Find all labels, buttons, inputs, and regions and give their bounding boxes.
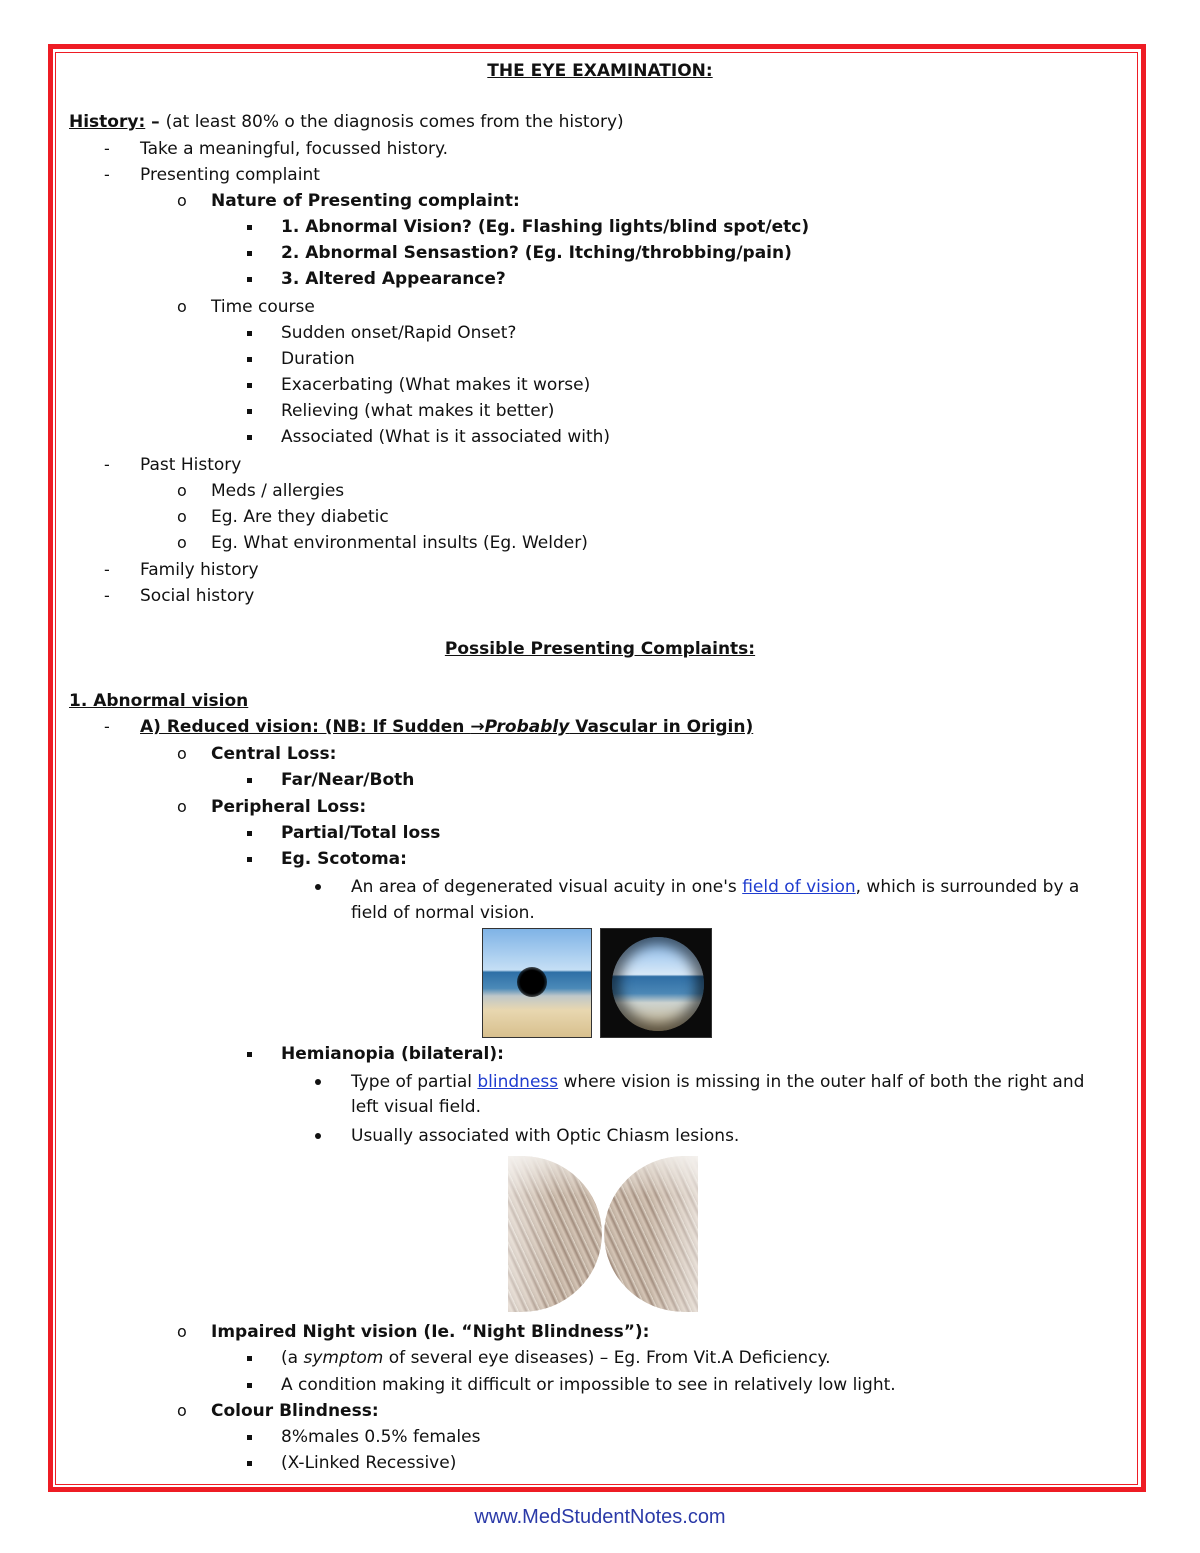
dash-marker: - [104,455,110,474]
night-vision-text-mid: of several eye diseases) – [383,1348,614,1368]
night-vision-item [281,1347,831,1369]
history-label: History: [69,112,146,132]
time-course-item: Relieving (what makes it better) [281,401,555,421]
square-bullet [247,778,252,783]
tunnel-vision-view [612,937,704,1031]
circle-marker: o [177,1322,187,1341]
square-bullet [247,277,252,282]
dash-marker: - [104,139,110,158]
round-bullet [315,884,321,890]
nature-item-3: 3. Altered Appearance? [281,269,506,289]
history-dash: – [145,112,166,132]
time-course-label: Time course [211,297,315,317]
history-item-take: Take a meaningful, focussed history. [140,139,449,159]
page-title: THE EYE EXAMINATION: [487,61,713,81]
round-bullet [315,1133,321,1139]
reduced-vision-origin: Vascular in Origin) [569,717,754,737]
circle-marker: o [177,297,187,316]
abnormal-vision-heading: 1. Abnormal vision [69,691,249,711]
scotoma-blind-spot [517,967,547,997]
history-item-presenting: Presenting complaint [140,165,320,185]
square-bullet [247,1435,252,1440]
circle-marker: o [177,1401,187,1420]
peripheral-loss-item: Partial/Total loss [281,823,441,843]
peripheral-loss-label: Peripheral Loss: [211,797,367,817]
square-bullet [247,251,252,256]
hemianopia-description-cont: left visual field. [351,1097,481,1117]
colour-blindness-item: (X-Linked Recessive) [281,1453,457,1473]
tunnel-vision-beach-image [600,928,712,1038]
square-bullet [247,831,252,836]
social-history-label: Social history [140,586,255,606]
hemianopia-left-field-image [508,1156,602,1312]
nature-item-1: 1. Abnormal Vision? (Eg. Flashing lights/blind spot/etc) [281,217,810,237]
dash-marker: - [104,560,110,579]
scotoma-text-end: , which is surrounded by a [855,877,1080,897]
time-course-item: Duration [281,349,355,369]
hemianopia-association: Usually associated with Optic Chiasm lesions. [351,1126,740,1146]
complaints-heading: Possible Presenting Complaints: [444,639,756,659]
circle-marker: o [177,744,187,763]
circle-marker: o [177,191,187,210]
square-bullet [247,1052,252,1057]
time-course-item: Sudden onset/Rapid Onset? [281,323,517,343]
hemianopia-text: Type of partial [351,1072,478,1092]
hemianopia-label: Hemianopia (bilateral): [281,1044,504,1064]
reduced-vision-probably: Probably [484,717,570,737]
night-vision-cause: Eg. From Vit.A Deficiency. [613,1348,831,1368]
night-vision-text: (a [281,1348,304,1368]
time-course-item: Associated (What is it associated with) [281,427,611,447]
scotoma-label: Eg. Scotoma: [281,849,407,869]
circle-marker: o [177,797,187,816]
colour-blindness-label: Colour Blindness: [211,1401,379,1421]
square-bullet [247,1461,252,1466]
square-bullet [247,225,252,230]
square-bullet [247,857,252,862]
past-history-label: Past History [140,455,242,475]
reduced-vision-text: A) Reduced vision: (NB: If Sudden [140,717,471,737]
dash-marker: - [104,165,110,184]
past-history-item: Eg. What environmental insults (Eg. Welder) [211,533,588,553]
history-line [69,111,624,133]
hemianopia-right-field-image [604,1156,698,1312]
past-history-item: Meds / allergies [211,481,345,501]
nature-label: Nature of Presenting complaint: [211,191,520,211]
past-history-item: Eg. Are they diabetic [211,507,389,527]
field-of-vision-link[interactable]: field of vision [742,877,856,897]
night-vision-symptom: symptom [303,1348,384,1368]
hemianopia-text-end: where vision is missing in the outer half of both the right and [558,1072,1085,1092]
square-bullet [247,331,252,336]
family-history-label: Family history [140,560,259,580]
scotoma-description [351,876,1079,898]
colour-blindness-item: 8%males 0.5% females [281,1427,481,1447]
square-bullet [247,409,252,414]
central-loss-item: Far/Near/Both [281,770,415,790]
circle-marker: o [177,507,187,526]
central-loss-label: Central Loss: [211,744,337,764]
square-bullet [247,357,252,362]
night-vision-label: Impaired Night vision (Ie. “Night Blindness”): [211,1322,650,1342]
square-bullet [247,1383,252,1388]
circle-marker: o [177,481,187,500]
arrow-right-icon: → [470,717,485,737]
history-note: (at least 80% o the diagnosis comes from the history) [165,112,624,132]
nature-item-2: 2. Abnormal Sensastion? (Eg. Itching/throbbing/pain) [281,243,792,263]
square-bullet [247,435,252,440]
scotoma-beach-image [482,928,592,1038]
footer-website-link[interactable]: www.MedStudentNotes.com [474,1506,726,1528]
blindness-link[interactable]: blindness [477,1072,559,1092]
square-bullet [247,383,252,388]
circle-marker: o [177,533,187,552]
scotoma-description-cont: field of normal vision. [351,903,535,923]
night-vision-item: A condition making it difficult or impossible to see in relatively low light. [281,1375,896,1395]
square-bullet [247,1356,252,1361]
reduced-vision-line [140,716,753,738]
time-course-item: Exacerbating (What makes it worse) [281,375,591,395]
round-bullet [315,1079,321,1085]
dash-marker: - [104,717,110,736]
scotoma-text: An area of degenerated visual acuity in one's [351,877,743,897]
dash-marker: - [104,586,110,605]
hemianopia-description [351,1071,1084,1093]
